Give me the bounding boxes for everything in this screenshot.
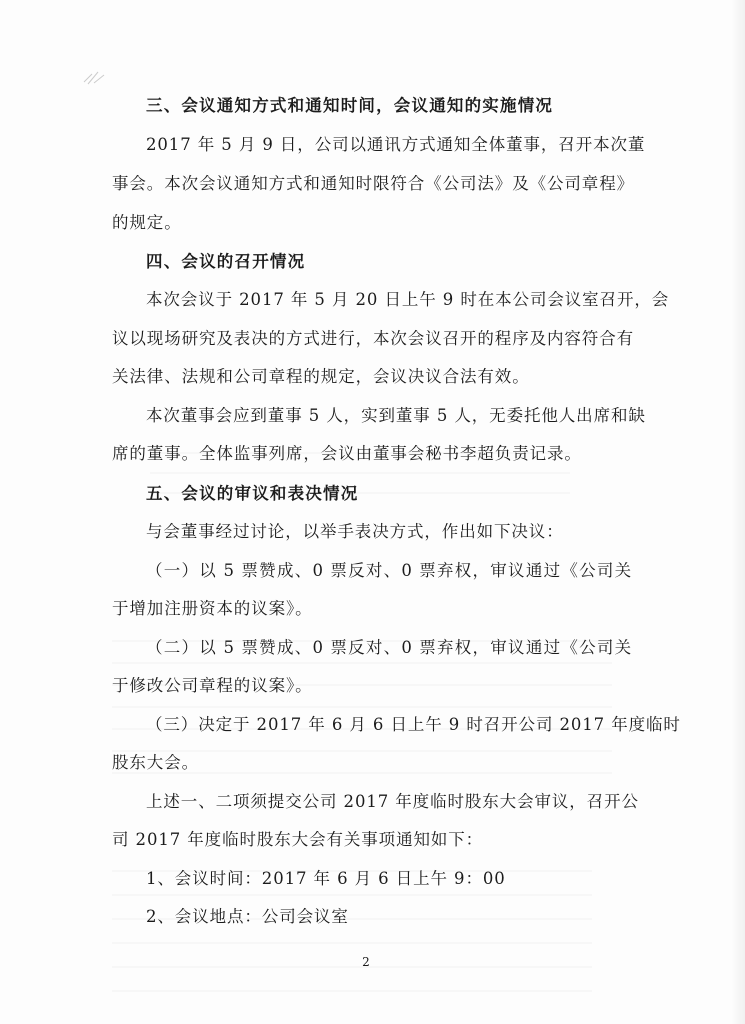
resolution-3-line: （三）决定于 2017 年 6 月 6 日上午 9 时召开公司 2017 年度临时 [146,715,681,734]
resolution-2-line: 于修改公司章程的议案》。 [112,676,313,695]
scan-smudge-mark [82,68,108,86]
page-number: 2 [362,955,370,969]
resolution-1-line: （一）以 5 票赞成、0 票反对、0 票弃权，审议通过《公司关 [146,561,632,580]
paragraph-line: 事会。本次会议通知方式和通知时限符合《公司法》及《公司章程》 [112,174,634,193]
paragraph-line: 关法律、法规和公司章程的规定，会议决议合法有效。 [112,367,530,386]
section-heading-meeting-convening: 四、会议的召开情况 [146,252,306,271]
page-edge-shadow [731,0,745,1024]
paragraph-line: 议以现场研究及表决的方式进行，本次会议召开的程序及内容符合有 [112,329,634,348]
notice-item-location: 2、会议地点：公司会议室 [146,907,349,926]
paragraph-line: 司 2017 年度临时股东大会有关事项通知如下： [112,830,484,849]
paragraph-line: 本次董事会应到董事 5 人，实到董事 5 人，无委托他人出席和缺 [146,406,646,425]
paragraph-line: 2017 年 5 月 9 日，公司以通讯方式通知全体董事，召开本次董 [146,135,646,154]
paragraph-line: 上述一、二项须提交公司 2017 年度临时股东大会审议，召开公 [146,792,639,811]
paragraph-line: 本次会议于 2017 年 5 月 20 日上午 9 时在本公司会议室召开，会 [146,290,670,309]
section-heading-deliberation-voting: 五、会议的审议和表决情况 [146,484,359,503]
resolution-1-line: 于增加注册资本的议案》。 [112,599,313,618]
resolution-3-line: 股东大会。 [112,753,199,772]
notice-item-time: 1、会议时间：2017 年 6 月 6 日上午 9：00 [146,869,506,888]
paragraph-line: 与会董事经过讨论，以举手表决方式，作出如下决议： [146,522,564,541]
resolution-2-line: （二）以 5 票赞成、0 票反对、0 票弃权，审议通过《公司关 [146,638,632,657]
section-heading-notice-method: 三、会议通知方式和通知时间，会议通知的实施情况 [146,96,554,115]
paragraph-line: 席的董事。全体监事列席，会议由董事会秘书李超负责记录。 [112,444,582,463]
paragraph-line: 的规定。 [112,213,182,232]
